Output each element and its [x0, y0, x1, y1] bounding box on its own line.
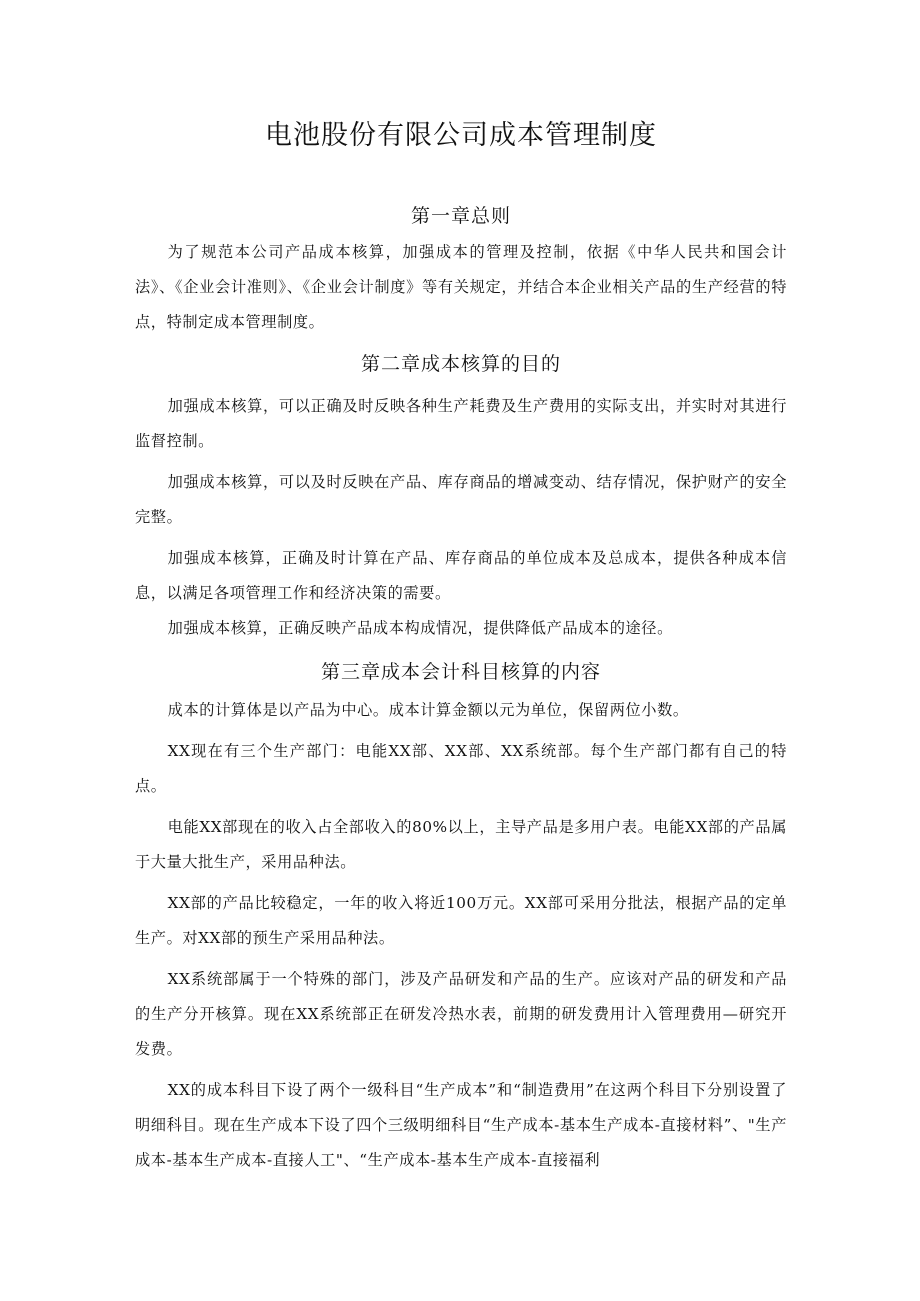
paragraph: 加强成本核算，正确反映产品成本构成情况，提供降低产品成本的途径。: [167, 619, 673, 637]
paragraph: 为了规范本公司产品成本核算，加强成本的管理及控制，依据《中华人民共和国会计法》、《企业会计准则》、《企业会计制度》等有关规定，并结合本企业相关产品的生产经营的特点，特制定成本管理制度。: [135, 243, 787, 331]
paragraph: XX部的产品比较稳定，一年的收入将近100万元。XX部可采用分批法，根据产品的定单生产。对XX部的预生产采用品种法。: [135, 894, 787, 947]
paragraph: 加强成本核算，可以正确及时反映各种生产耗费及生产费用的实际支出，并实时对其进行监督控制。: [135, 397, 787, 450]
chapter-heading-1: 第一章总则: [410, 205, 511, 227]
paragraph: 加强成本核算，可以及时反映在产品、库存商品的增减变动、结存情况，保护财产的安全完整。: [135, 473, 787, 526]
paragraph: 成本的计算体是以产品为中心。成本计算金额以元为单位，保留两位小数。: [167, 701, 689, 719]
paragraph: XX的成本科目下设了两个一级科目“生产成本”和“制造费用”在这两个科目下分别设置了明细科目。现在生产成本下设了四个三级明细科目“生产成本-基本生产成本-直接材料”、"生产成本-基本生产成本-直接人工"、“生产成本-基本生产成本-直接福利: [135, 1081, 787, 1169]
document-page: [135, 112, 787, 1178]
paragraph: 加强成本核算，正确及时计算在产品、库存商品的单位成本及总成本，提供各种成本信息，以满足各项管理工作和经济决策的需要。: [135, 549, 787, 602]
paragraph: XX系统部属于一个特殊的部门，涉及产品研发和产品的生产。应该对产品的研发和产品的生产分开核算。现在XX系统部正在研发冷热水表，前期的研发费用计入管理费用—研究开发费。: [135, 970, 787, 1058]
paragraph: XX现在有三个生产部门：电能XX部、XX部、XX系统部。每个生产部门都有自己的特点。: [135, 742, 787, 795]
chapter-heading-3: 第三章成本会计科目核算的内容: [320, 661, 601, 683]
chapter-heading-2: 第二章成本核算的目的: [360, 353, 561, 375]
document-title: 电池股份有限公司成本管理制度: [265, 120, 657, 151]
paragraph: 电能XX部现在的收入占全部收入的80%以上，主导产品是多用户表。电能XX部的产品属于大量大批生产，采用品种法。: [135, 818, 787, 871]
